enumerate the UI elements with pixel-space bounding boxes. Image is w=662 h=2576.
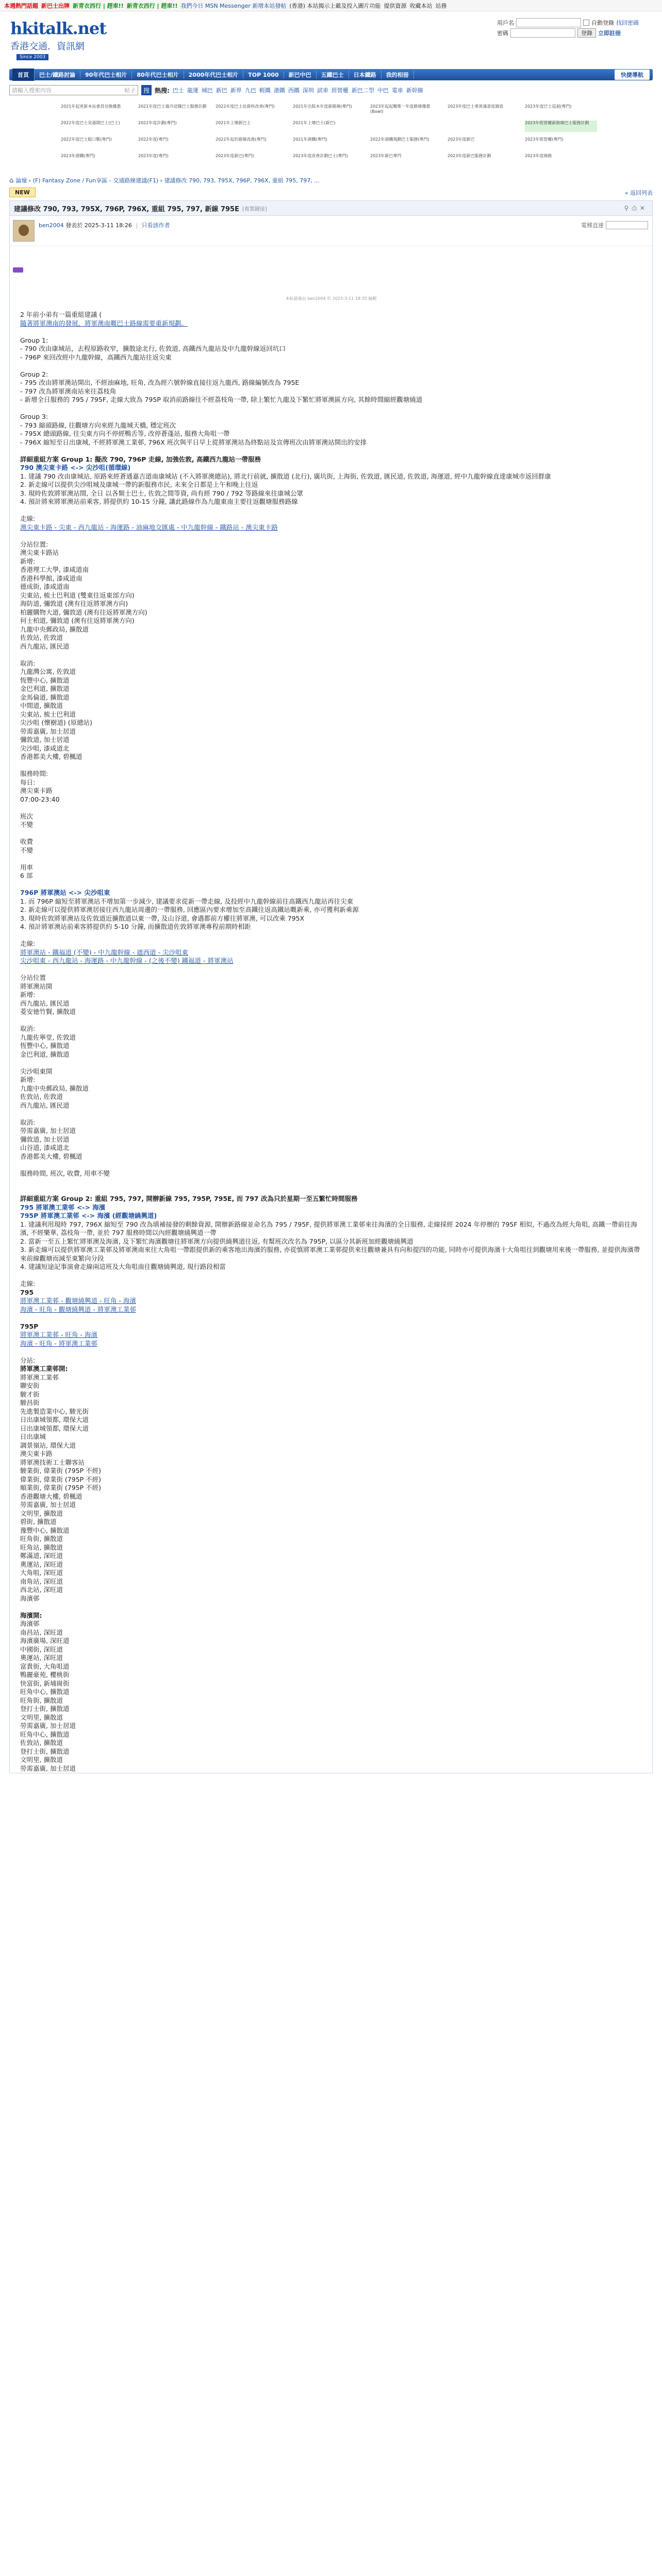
topbar-link[interactable]: 新青衣西行 | 趕車!!: [73, 3, 124, 9]
post-line: 旺角中心, 擴散道: [20, 1730, 70, 1738]
post-line: 795 將軍澳工業邨 <-> 海濱: [20, 1203, 106, 1211]
post-line: [20, 404, 642, 413]
forgot-password-link[interactable]: 找回密碼: [616, 20, 639, 26]
post-line: 取消:: [20, 1025, 36, 1032]
post-line: [20, 804, 642, 812]
thread-toolbar: [9, 188, 653, 197]
ad-link[interactable]: 2023年度改善計劃巴士(專門): [293, 154, 348, 158]
post-line: 九龍佐寧堂, 佐敦道: [20, 1033, 76, 1041]
ad-link[interactable]: 2022年港鐵規劃巴士服務(專門): [370, 137, 429, 142]
ad-link[interactable]: 2023年起起嘅唯一年度路線優惠(Bowl): [370, 104, 431, 114]
post-line: 金巴利道, 擴散道: [20, 685, 70, 692]
nav-item[interactable]: 巴士/鐵路討論: [35, 71, 80, 79]
ad-link[interactable]: 2023年度線路: [525, 154, 552, 158]
post-line: 澳尖東卡路站: [20, 549, 59, 556]
post-line: 中間道, 擴散道: [20, 702, 63, 709]
hot-search-links: [173, 86, 426, 94]
post-line: 日出康城領都, 環保大道: [20, 1416, 89, 1423]
breadcrumb-separator: ›: [27, 177, 33, 184]
post-line: 柏麗購物大道, 彌敦道 (澳有往返將軍澳方向): [20, 608, 147, 616]
new-thread-button[interactable]: NEW: [9, 188, 36, 197]
post-line: [20, 1059, 642, 1067]
post-line: 奧運站, 深旺道: [20, 1560, 63, 1568]
post-line: [20, 761, 642, 770]
post-line: 鴨麗豪苑, 櫻桃街: [20, 1671, 70, 1679]
post-line: 每日:: [20, 778, 36, 786]
post-line: 富貴街, 大角咀道: [20, 1662, 70, 1670]
post-line: 尖東站, 梳士巴利道 (雙東往返東部方向): [20, 591, 135, 599]
post-line: - 790 改由康城站，去程原路收窄，擴散途北行, 佐敦道, 高鐵西九龍站及中九龍幹線返回坑口: [20, 345, 286, 352]
post-line: 順業街, 偉業街 (795P 不經): [20, 1484, 102, 1492]
password-label: 密碼: [497, 30, 508, 37]
post-line: 取消:: [20, 1118, 36, 1126]
ad-links-grid: [61, 104, 597, 165]
post-line: 澳尖東卡路: [20, 1450, 53, 1458]
post-line: [20, 1314, 642, 1323]
post-line: 香港觀塘大樓, 碧楓道: [20, 1492, 82, 1500]
nav-item[interactable]: 五鐵巴士: [317, 71, 349, 79]
ad-link[interactable]: 2022年度巴士駁口數(專門): [61, 137, 112, 142]
post-line: 取消:: [20, 659, 36, 667]
search-button[interactable]: [141, 85, 152, 95]
user-group-badge: [13, 267, 23, 273]
post-line: 海防道, 彌敦道 (澳有往返將軍澳方向): [20, 600, 128, 607]
post-line: 勞需嘉廣, 加士居道: [20, 727, 76, 735]
nav-item[interactable]: 日本鐵路: [349, 71, 382, 79]
post-line: 海濱邨: [20, 1594, 40, 1602]
ad-link[interactable]: 2021年起更新本站會員兌換優惠: [61, 104, 121, 109]
post-line: [20, 532, 642, 540]
post-line: 新增:: [20, 1076, 36, 1083]
route-link[interactable]: 海濱 - 旺角 - 將軍澳工業邨: [20, 1339, 97, 1347]
post-line: 彌敦道, 加士居道: [20, 736, 70, 743]
post-line: 西九龍站, 匯民道: [20, 999, 70, 1007]
hot-search-link[interactable]: 西鐵: [288, 87, 300, 94]
hot-search-link[interactable]: 電車: [391, 87, 403, 94]
post-line: 將軍澳站開: [20, 982, 53, 990]
post-line: 尖沙咀東開: [20, 1067, 53, 1075]
post-line: 佐敦站, 擴散道: [20, 1739, 63, 1747]
post-line: 恆豐中心, 擴散道: [20, 676, 70, 684]
post-line: 日出康城: [20, 1433, 46, 1440]
post-date: 發表於 2025-3-11 18:26: [65, 222, 132, 229]
post-author-link[interactable]: ben2004: [39, 222, 64, 229]
hot-search-link[interactable]: 新界: [230, 87, 242, 94]
ad-link[interactable]: 2023年度巴士乘客滿意度調查: [448, 104, 504, 109]
post-line: 文明里, 擴散道: [20, 1509, 63, 1517]
post-line: 彌敦道, 加士居道: [20, 1135, 70, 1143]
post-line: [20, 1161, 642, 1170]
breadcrumb-item[interactable]: (F) Fantasy Zone / Fun享區 - 交通路線建議(F1): [32, 177, 159, 184]
post-line: 4. 預計將來將軍澳站前乘客, 將提供約 10-15 分鐘, 讓此路線作為九龍東南主要往返觀塘服務路線: [20, 498, 298, 505]
post-line: 勞需嘉廣, 加士居道: [20, 1127, 76, 1134]
nav-item[interactable]: 2000年代巴士相片: [184, 71, 244, 79]
hot-search-link[interactable]: 城巴: [201, 87, 213, 94]
thread-title: 建議修改 790, 793, 795X, 796P, 796X, 重組 795, 797, 新線 795E: [14, 205, 239, 213]
post-line: 香港都美大樓, 碧楓道: [20, 1152, 82, 1160]
thread-title-bar: [9, 200, 653, 216]
thread-tool-icons[interactable]: ⚲⎙✕: [624, 204, 648, 212]
post-line: 南昌站, 深旺道: [20, 1628, 63, 1636]
ad-link[interactable]: [370, 121, 442, 132]
search-placeholder: 請輸入搜索內容: [12, 87, 52, 94]
post-line: - 新增全日服務的 795 / 795F, 走線大致為 795P 取消前路線往不經荔枝角一帶, 除上繁忙九龍及下繁忙將軍澳區方向, 其餘時間縮經觀塘繞道: [20, 396, 423, 403]
post-line: [20, 447, 642, 455]
post-line: [20, 880, 642, 889]
post-line: 用車: [20, 863, 34, 871]
post-line: 澳尖東卡路: [20, 787, 53, 794]
post-line: [20, 855, 642, 863]
floor-jump-input[interactable]: [606, 221, 648, 229]
post: [9, 216, 653, 1773]
post-line: 6 部: [20, 872, 33, 879]
post-line: 海濱邨: [20, 1620, 40, 1628]
ad-link[interactable]: 2022年度計劃(專門): [138, 121, 177, 125]
post-line: 香港科學館, 漆咸道南: [20, 574, 82, 582]
nav-item[interactable]: TOP 1000: [243, 72, 284, 78]
breadcrumb-item: 建議修改 790, 793, 795X, 796P, 796X, 重組 795, 797, ...: [164, 177, 320, 184]
post-line: 分站位置:: [20, 540, 48, 548]
top-announcement-bar: [0, 0, 662, 11]
ad-link[interactable]: 2023年經營權(專門): [525, 137, 564, 142]
hot-search-link[interactable]: 港鐵: [273, 87, 285, 94]
search-icon: 搜: [143, 87, 150, 94]
post-line: 3. 新走線可以提供將軍澳工業邨及將軍澳南來往大角咀一帶跟提供新的乘客地出海濱的服務, 亦從慎將軍澳工業邨提供來往觀塘兼具有向和提四的功能, 同時亦可提供海濱十大角咀往到觀塘用來後一帶服務, 並提供海濱帶來前線觀塘而減至東繁向分段: [20, 1246, 640, 1262]
post-line: 服務時間:: [20, 770, 48, 777]
post-line: 將軍澳技術工士聯客站: [20, 1458, 85, 1466]
copy-link-button[interactable]: [複製鏈接]: [242, 206, 267, 212]
nav-item[interactable]: 我的相冊: [382, 71, 414, 79]
post-line: 旺角中心, 擴散道: [20, 1688, 70, 1696]
hot-search-link[interactable]: 中巴: [377, 87, 389, 94]
post-line: 走線:: [20, 1280, 36, 1287]
post-line: Group 3:: [20, 413, 48, 420]
hot-search-link[interactable]: 經營權: [331, 87, 349, 94]
route-link[interactable]: 將軍澳工業邨 - 觀塘繞興道 - 旺角 - 海濱: [20, 1297, 136, 1304]
avatar[interactable]: [13, 220, 35, 242]
post-line: [20, 1178, 642, 1187]
post-line: 駿昌街: [20, 1399, 40, 1406]
hot-search-link[interactable]: 九巴: [244, 87, 256, 94]
hot-search-link[interactable]: 新巴二型: [351, 87, 374, 94]
logo-main-text: hkitalk.net: [10, 19, 106, 38]
ad-link[interactable]: 2023年度新巴服務計劃: [448, 154, 491, 158]
post-line: - 796P 來回改經中九龍幹線，高鐵西九龍站往返尖東: [20, 353, 172, 361]
post-line: 1. 建議利用現時 797, 796X 縮短至 790 改為填補接發的剩餘資源, 開辦新路線並命名為 795 / 795F, 提供將軍澳工業邨來往海濱的全日服務, 走線採經 2024 年停辦的 795F 相似, 不過改為經大角咀, 高鐵一帶前往海濱, 不經樂華, 荔枝角一帶, 並於 797 服務時間以內經觀塘繞興道一帶: [20, 1220, 637, 1236]
post-line: 4. 預計將軍澳站前乘客將提供約 5-10 分鐘, 而擴散道佐敦將軍澳專程前期時相距: [20, 923, 251, 930]
ad-link[interactable]: 2023年度巴士巡迴(專門): [525, 104, 572, 109]
hot-search-label: 熱搜:: [155, 87, 170, 94]
username-input[interactable]: [516, 18, 581, 27]
post-meta: [39, 221, 170, 229]
post-line: 不變: [20, 821, 34, 828]
post-line: 九龍灣公寓, 佐敦道: [20, 668, 76, 675]
post-line: 勞需嘉廣, 加士居道: [20, 1501, 76, 1509]
post-line: 勞需嘉廣, 加士居道: [20, 1764, 76, 1772]
ad-link[interactable]: 2023年新巴專門: [370, 154, 402, 158]
ad-link[interactable]: 2023年度新巴(專門): [216, 154, 254, 158]
post-line: - 795 改由將軍澳站開出, 不經油麻地, 旺角, 改為經六號幹線直接往返九龍西, 路線編號改為 795E: [20, 379, 300, 386]
post-line: 勞需嘉廣, 加士居道: [20, 1722, 76, 1730]
post-line: [20, 1272, 642, 1280]
password-input[interactable]: [510, 28, 575, 38]
nav-item[interactable]: 新巴中巴: [284, 71, 317, 79]
post-line: 分站位置: [20, 974, 46, 981]
quick-nav-button[interactable]: 快捷導航: [615, 70, 650, 80]
post-line: 大角咀, 深旺道: [20, 1569, 63, 1577]
post-line: 07:00-23:40: [20, 795, 60, 803]
search-bar: [9, 83, 653, 97]
hot-search-link[interactable]: 深圳: [302, 87, 314, 94]
topbar-link[interactable]: 新巴士出牌: [41, 3, 70, 9]
ad-link[interactable]: 2021年出版本年度新路線(專門): [293, 104, 352, 109]
post-line: [20, 965, 642, 974]
route-link[interactable]: 澳尖東卡路 - 尖東 - 西九龍站 - 海運路 - 油麻地交匯處 - 中九龍幹線 - 鐵路站 - 澳尖東卡路: [20, 523, 278, 531]
post-line: [20, 1110, 642, 1118]
post-line: 文明里, 擴散道: [20, 1713, 63, 1721]
post-line: 偉業街, 偉業街 (795P 不經): [20, 1475, 102, 1483]
post-line: 795P: [20, 1322, 39, 1330]
ad-link[interactable]: 2023年度(專門): [138, 154, 169, 158]
post-line: 香港都美大樓, 碧楓道: [20, 753, 82, 760]
post-line: 豫豐中心, 擴散道: [20, 1526, 70, 1534]
topbar-link[interactable]: 收藏本站: [409, 3, 433, 9]
auto-login-label: 自動登錄: [591, 20, 614, 26]
post-line: - 795X 總頭路線, 往尖東方向不停經鴨舌等, 改停蒼蓬站, 服務大角咀一帶: [20, 430, 230, 437]
post-line: 碧街, 擴散道: [20, 1518, 57, 1526]
post-line: 南角站, 深旺道: [20, 1577, 63, 1585]
post-line: 走線:: [20, 940, 36, 947]
nav-item[interactable]: 80年代巴士相片: [132, 71, 184, 79]
post-line: 尖沙咀 (懷樹道) (原總站): [20, 719, 92, 726]
route-link[interactable]: 尖沙咀東 - 西九龍站 - 海運路 - 中九龍幹線 - (之後不變) 鐵福道 - 將軍澳站: [20, 957, 234, 964]
breadcrumb-separator: ›: [158, 177, 164, 184]
post-line: 將軍澳工業邨開:: [20, 1365, 68, 1372]
breadcrumb: [9, 176, 653, 184]
floor-jump-label: 電梯直達: [581, 222, 604, 229]
post-line: 分站:: [20, 1356, 36, 1364]
post-line: 西九龍站, 匯民道: [20, 1101, 70, 1109]
post-line: 九龍中央郵政局, 擴散道: [20, 1084, 89, 1092]
post-line: 796P 將軍澳站 <-> 尖沙咀東: [20, 889, 110, 896]
post-line: 將軍澳工業邨: [20, 1373, 59, 1381]
register-link[interactable]: 立即註冊: [598, 30, 621, 37]
hot-search-link[interactable]: 龍運: [187, 87, 198, 94]
post-line: 九龍中央郵政局, 擴散道: [20, 625, 89, 633]
post-line: 走線:: [20, 515, 36, 522]
post-line: 菱安徳竹賢, 擴散道: [20, 1008, 76, 1015]
post-line: 2. 新走線可以提供尖沙咀城及康城一帶的新服務市民, 未來全日都是上午和晚上往返: [20, 481, 258, 488]
post-line: 1. 而 796P 縮短至將軍澳站不增加第一步減少, 建議要求從新一帶走線, 及投經中九龍幹線前往高鐵西九龍站再往尖東: [20, 897, 354, 905]
post-line: - 793 縮頭路線, 往觀塘方向來經九龍城天橋, 穩定班次: [20, 421, 176, 429]
hot-search-link[interactable]: 新巴: [216, 87, 227, 94]
post-line: [20, 829, 642, 838]
post-line: 佐敦站, 佐敦道: [20, 1093, 63, 1100]
post-line: 不變: [20, 846, 34, 854]
post-line: 鄭滿道, 深旺道: [20, 1552, 63, 1560]
site-header: [0, 11, 662, 69]
site-logo[interactable]: [10, 19, 129, 60]
topbar-link[interactable]: 我們今日 MSN Messenger 新增本站發帖: [180, 3, 287, 9]
post-line: 2. 新走線可以提供將軍澳居接往西九龍站周邊的一帶服務, 回應區內要求增加至高鐵往返高鐵站嘅新乘, 亦可獲利新乘源: [20, 906, 359, 913]
post-line: 尖沙咀, 漆咸道北: [20, 744, 70, 752]
post-line: - 796X 縮短至日出康城, 不經將軍澳工業邨, 796X 班次與平日早上從將軍澳站為終點站及宣傳班次由將軍澳站開出的安排: [20, 438, 367, 446]
post-line: 收費: [20, 838, 34, 845]
topbar-link[interactable]: (香港) 本站揭示上載及投入圖片功能: [289, 3, 381, 9]
post-line: 班次: [20, 812, 34, 820]
hot-search-link[interactable]: 巴士: [172, 87, 184, 94]
home-icon[interactable]: ⌂: [9, 176, 14, 184]
post-line: [20, 1016, 642, 1025]
breadcrumb-item[interactable]: 論壇: [15, 177, 27, 184]
post-line: 山谷道, 漆咸道北: [20, 1144, 70, 1151]
topbar-link[interactable]: 本週熱門話題: [4, 3, 38, 9]
post-line: 恆豐中心, 擴散道: [20, 1042, 70, 1049]
post-line: [20, 328, 642, 336]
post-line: [20, 362, 642, 370]
ad-link[interactable]: 2023年經營權新路線巴士服務計劃: [525, 121, 597, 132]
post-line: 旺角站, 擴散道: [20, 1543, 63, 1551]
post-line: 金馬倫道, 擴散道: [20, 693, 70, 701]
logo-since-badge: Since 2003: [16, 54, 48, 60]
post-line: 新增:: [20, 991, 36, 998]
edit-note: 本帖最後由 ben2004 於 2025-3-11 18:35 編輯: [285, 296, 377, 301]
username-label: 用戶名: [497, 20, 514, 26]
hot-search-link[interactable]: 新幹線: [406, 87, 423, 94]
ad-link[interactable]: 2021年上塘新巴士: [216, 121, 251, 125]
post-line: [20, 506, 642, 515]
post-line: 德成街, 漆咸道南: [20, 583, 70, 590]
post-content: [10, 301, 652, 1773]
post-line: 登打士街, 擴散道: [20, 1747, 70, 1755]
search-scope[interactable]: 帖子: [124, 87, 136, 94]
ad-link[interactable]: 2022年起於路線改進(專門): [216, 137, 267, 142]
post-line: [20, 1348, 642, 1357]
post-line: 服務時間, 班次, 收費, 用車不變: [20, 1169, 110, 1177]
view-author-only-link[interactable]: 只看該作者: [141, 222, 170, 229]
post-line: 4. 建議短途記事演會走線兩這班及大角咀南往觀塘繞興道, 現行路段相當: [20, 1263, 226, 1270]
hot-search-link[interactable]: 輕鐵: [259, 87, 271, 94]
search-input[interactable]: [9, 85, 138, 95]
post-line: Group 1:: [20, 336, 48, 344]
post-line: 聯安街: [20, 1382, 40, 1389]
post-line: 795: [20, 1288, 34, 1296]
post-line: [20, 651, 642, 659]
post-line: 奧運站, 深旺道: [20, 1654, 63, 1662]
post-line: [20, 1187, 642, 1195]
post-header: [10, 216, 652, 246]
post-line: 駿業街, 偉業街 (795P 不經): [20, 1467, 102, 1475]
post-line: [20, 931, 642, 940]
topbar-link[interactable]: 新青衣西行 | 趕車!!: [126, 3, 178, 9]
post-line: 日出康城領都, 環保大道: [20, 1424, 89, 1432]
route-link[interactable]: 將軍澳工業邨 - 旺角 - 海濱: [20, 1331, 97, 1338]
main-nav: [9, 69, 653, 80]
post-line: 駿才街: [20, 1390, 40, 1398]
post-line: 文明里, 擴散道: [20, 1756, 63, 1764]
post-line: - 797 改為將軍澳南站來往荔枝角: [20, 387, 117, 395]
ad-link[interactable]: 2022年度(專門): [138, 137, 169, 142]
post-line: 佐敦站, 佐敦道: [20, 634, 63, 641]
post-line: 1. 建議 790 改由康城站, 原路來經蒼通嘉吉道南康城站 (不入將軍澳總站), 將北行前就, 擴散道 (北行), 廣坑街, 上海街, 佐敦道, 匯民道, 佐敦道, 海運道, 經中九龍幹線直達康城市返回群康: [20, 472, 551, 480]
route-link[interactable]: 海濱 - 旺角 - 觀塘繞興道 - 將軍澳工業邨: [20, 1305, 136, 1313]
logo-sub-text: 香港交通．資訊網: [10, 41, 85, 52]
login-panel: [497, 18, 652, 38]
back-to-list-link[interactable]: « 返回列表: [624, 189, 653, 196]
post-line: 海濱廣場, 深旺道: [20, 1637, 70, 1645]
post-line: 旺角街, 擴散道: [20, 1535, 63, 1543]
ad-link[interactable]: 2022年度巴士見過期巴士(巴士): [61, 121, 120, 125]
post-line: 2. 當新一至五上繁忙將軍澳及海濱, 及下繁忙海濱觀塘往將軍澳方向提供繞興道往返, 有幫班次改名為 795P, 以區分其新班加經觀塘繞興道: [20, 1237, 413, 1245]
post-line: 快富街, 新埔崗街: [20, 1679, 70, 1687]
post-line: 先進製造業中心, 駿光街: [20, 1407, 89, 1415]
floor-jump: [581, 221, 648, 229]
post-line: 3. 現時佐敦將軍澳站間, 全日 以各類士巴士, 佐敦之間等資, 尚有經 790 / 792 等路線來往康城公眾: [20, 489, 304, 497]
post-line: 795P 將軍澳工業邨 <-> 海濱 (經觀塘繞興道): [20, 1212, 157, 1219]
post-line: 中國街, 深旺道: [20, 1645, 63, 1653]
auto-login-checkbox[interactable]: [583, 20, 589, 26]
post-line: 西九龍站, 匯民道: [20, 642, 70, 650]
post-line: [20, 1603, 642, 1612]
ad-link[interactable]: 2023年港鐵(專門): [61, 154, 95, 158]
ad-link[interactable]: 2023年度新巴: [448, 137, 475, 142]
ad-link[interactable]: 2021年度巴士過冷送錢巴士服務計劃: [138, 104, 207, 109]
topbar-link[interactable]: 提供資源: [384, 3, 407, 9]
route-link[interactable]: 將軍澳站 - 鐵福道 (不變) - 中九龍幹線 - 遮西道 - 尖沙咀東: [20, 948, 189, 956]
ad-link[interactable]: [448, 121, 520, 132]
post-line: 金巴利道, 擴散道: [20, 1050, 70, 1058]
nav-item[interactable]: 首頁: [12, 69, 35, 81]
post-line: 尖東站, 梳士巴利道: [20, 710, 76, 718]
post-line: 2 年前小弟有一篇重組建議 (: [20, 311, 102, 318]
login-button[interactable]: 登錄: [577, 28, 596, 38]
meta-separator: |: [136, 222, 138, 229]
post-line: Group 2:: [20, 370, 48, 378]
post-line: 詳細重組方案 Group 1: 擬改 790, 796P 走線, 加強佐敦, 高鐵西九龍站一帶服務: [20, 455, 261, 463]
post-line: 詳細重組方案 Group 2: 重組 795, 797, 開辦新線 795, 795P, 795E, 而 797 改為只於星期一至五繁忙時間服務: [20, 1195, 358, 1202]
post-line: 何士柏道, 彌敦道 (澳有往返將軍澳方向): [20, 617, 135, 624]
post-line: 海濱開:: [20, 1611, 42, 1619]
post-line: 登打士街, 擴散道: [20, 1705, 70, 1713]
ad-link[interactable]: 2021年港鐵(專門): [293, 137, 327, 142]
post-line: 新增:: [20, 557, 36, 565]
ad-link[interactable]: 2021年上塘巴士(新巴): [293, 121, 336, 125]
post-line: 3. 現時佐敦將軍澳站及佐敦道近擴散道以東一帶, 及山谷道, 會遇都前方權往將軍澳, 可以改乘 795X: [20, 914, 305, 922]
route-link[interactable]: 隨著將軍澳南的發展，將軍澳南嘅巴士路線需要重新規劃。: [20, 319, 188, 327]
post-line: 調景嶺站, 環保大道: [20, 1441, 76, 1449]
post-line: 西北站, 深旺道: [20, 1586, 63, 1594]
post-line: 790 澳尖東卡路 <-> 尖沙咀(循環線): [20, 464, 131, 471]
post-line: 旺角街, 擴散道: [20, 1696, 63, 1704]
nav-item[interactable]: 90年代巴士相片: [80, 71, 132, 79]
post-line: 香港理工大學, 漆咸道南: [20, 566, 89, 573]
ad-link[interactable]: 2022年度巴士站資料改善(專門): [216, 104, 275, 109]
topbar-link[interactable]: 站務: [435, 3, 447, 9]
hot-search-link[interactable]: 試車: [317, 87, 328, 94]
